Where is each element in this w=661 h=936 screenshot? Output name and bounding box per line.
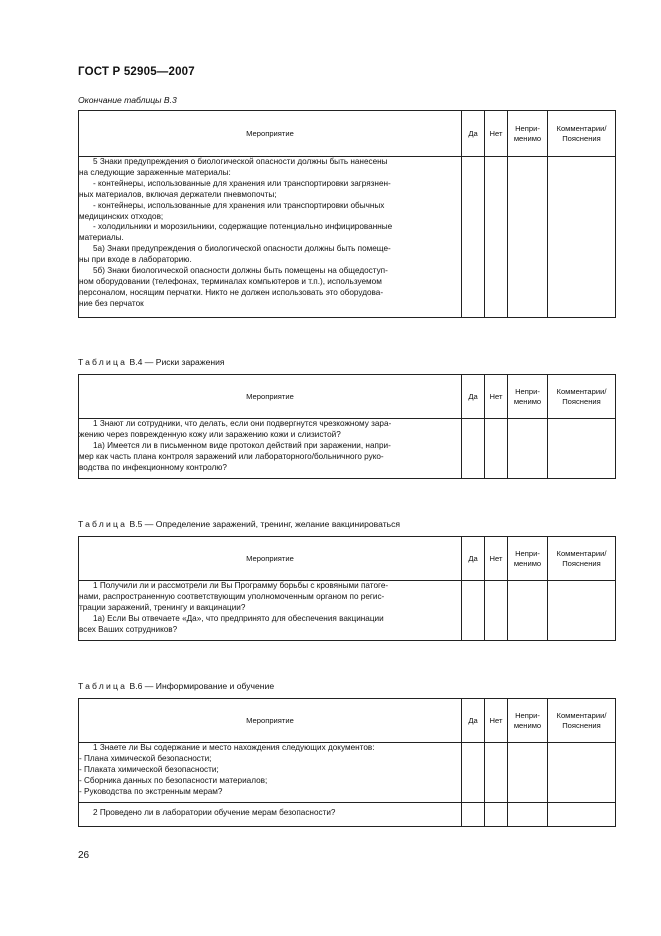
col-header-comments: Комментарии/ Пояснения: [548, 699, 616, 743]
table-b3: [78, 110, 616, 318]
col-header-not-applicable: Непри- менимо: [508, 375, 548, 419]
measure-cell: 1 Получили ли и рассмотрели ли Вы Программу борьбы с кровяными патоге- нами, распространенную соответствующим уполномоченным органом по регис- трации заражений, тренингу и вакцинации? 1а) Если Вы отвечаете «Да», что предпринято для обеспечения вакцинации всех Ваших сотрудников?: [79, 581, 462, 641]
comments-cell: [548, 803, 616, 827]
col-header-measure: Мероприятие: [79, 699, 462, 743]
measure-cell: 2 Проведено ли в лаборатории обучение мерам безопасности?: [79, 803, 462, 827]
comments-cell: [548, 581, 616, 641]
table-row: [79, 419, 616, 479]
table-header-row: [79, 375, 616, 419]
table-header-row: [79, 111, 616, 157]
col-header-comments: Комментарии/ Пояснения: [548, 375, 616, 419]
col-header-comments: Комментарии/ Пояснения: [548, 111, 616, 157]
page-number: 26: [78, 850, 90, 861]
table-header-row: [79, 699, 616, 743]
col-header-measure: Мероприятие: [79, 111, 462, 157]
yes-cell: [462, 157, 485, 318]
col-header-yes: Да: [462, 699, 485, 743]
not-applicable-cell: [508, 803, 548, 827]
table-row: [79, 743, 616, 803]
not-applicable-cell: [508, 157, 548, 318]
measure-cell: 5 Знаки предупреждения о биологической опасности должны быть нанесены на следующие зараженные материалы: - контейнеры, использованные для хранения или транспортировки загрязнен- ных материалов, включая держатели пневмопочты; - контейнеры, использованные для хранения или транспортировки обычных медицинских отходов; - холодильники и морозильники, содержащие потенциально инфицированные материалы. 5а) Знаки предупреждения о биологической опасности должны быть помеще- ны при входе в лабораторию. 5б) Знаки биологической опасности должны быть помещены на общедоступ- ном оборудовании (телефонах, терминалах компьютеров и т.п.), используемом персоналом, носящим перчатки. Никто не должен использовать это оборудова- ние без перчаток: [79, 157, 462, 318]
measure-cell: 1 Знают ли сотрудники, что делать, если они подвергнутся чрезкожному зара- жению через поврежденную кожу или заражению кожи и слизистой? 1а) Имеется ли в письменном виде протокол действий при заражении, напри- мер как часть плана контроля заражений или лабораторного/больничного руко- водства по инфекционному контролю?: [79, 419, 462, 479]
yes-cell: [462, 803, 485, 827]
table-b6: [78, 698, 616, 827]
col-header-no: Нет: [485, 375, 508, 419]
comments-cell: [548, 157, 616, 318]
not-applicable-cell: [508, 743, 548, 803]
measure-cell: 1 Знаете ли Вы содержание и место нахождения следующих документов: - Плана химической безопасности; - Плаката химической безопасности; - Сборника данных по безопасности материалов; - Руководства по экстренным мерам?: [79, 743, 462, 803]
col-header-measure: Мероприятие: [79, 375, 462, 419]
col-header-no: Нет: [485, 699, 508, 743]
yes-cell: [462, 419, 485, 479]
col-header-yes: Да: [462, 537, 485, 581]
no-cell: [485, 581, 508, 641]
col-header-no: Нет: [485, 537, 508, 581]
no-cell: [485, 803, 508, 827]
table-b5: [78, 536, 616, 641]
yes-cell: [462, 743, 485, 803]
comments-cell: [548, 743, 616, 803]
col-header-yes: Да: [462, 375, 485, 419]
no-cell: [485, 419, 508, 479]
comments-cell: [548, 419, 616, 479]
col-header-no: Нет: [485, 111, 508, 157]
col-header-measure: Мероприятие: [79, 537, 462, 581]
not-applicable-cell: [508, 581, 548, 641]
table-row: [79, 581, 616, 641]
col-header-not-applicable: Непри- менимо: [508, 111, 548, 157]
table-header-row: [79, 537, 616, 581]
not-applicable-cell: [508, 419, 548, 479]
table-b3-caption: Окончание таблицы В.3: [78, 95, 177, 105]
table-b6-caption: Таблица В.6 — Информирование и обучение: [78, 681, 275, 691]
col-header-not-applicable: Непри- менимо: [508, 699, 548, 743]
col-header-not-applicable: Непри- менимо: [508, 537, 548, 581]
no-cell: [485, 157, 508, 318]
table-b4-caption: Таблица В.4 — Риски заражения: [78, 357, 225, 367]
yes-cell: [462, 581, 485, 641]
col-header-yes: Да: [462, 111, 485, 157]
col-header-comments: Комментарии/ Пояснения: [548, 537, 616, 581]
table-b4: [78, 374, 616, 479]
table-b5-caption: Таблица В.5 — Определение заражений, тренинг, желание вакцинироваться: [78, 519, 401, 529]
no-cell: [485, 743, 508, 803]
table-row: [79, 157, 616, 318]
document-header: ГОСТ Р 52905—2007: [78, 66, 195, 78]
table-row: [79, 803, 616, 827]
